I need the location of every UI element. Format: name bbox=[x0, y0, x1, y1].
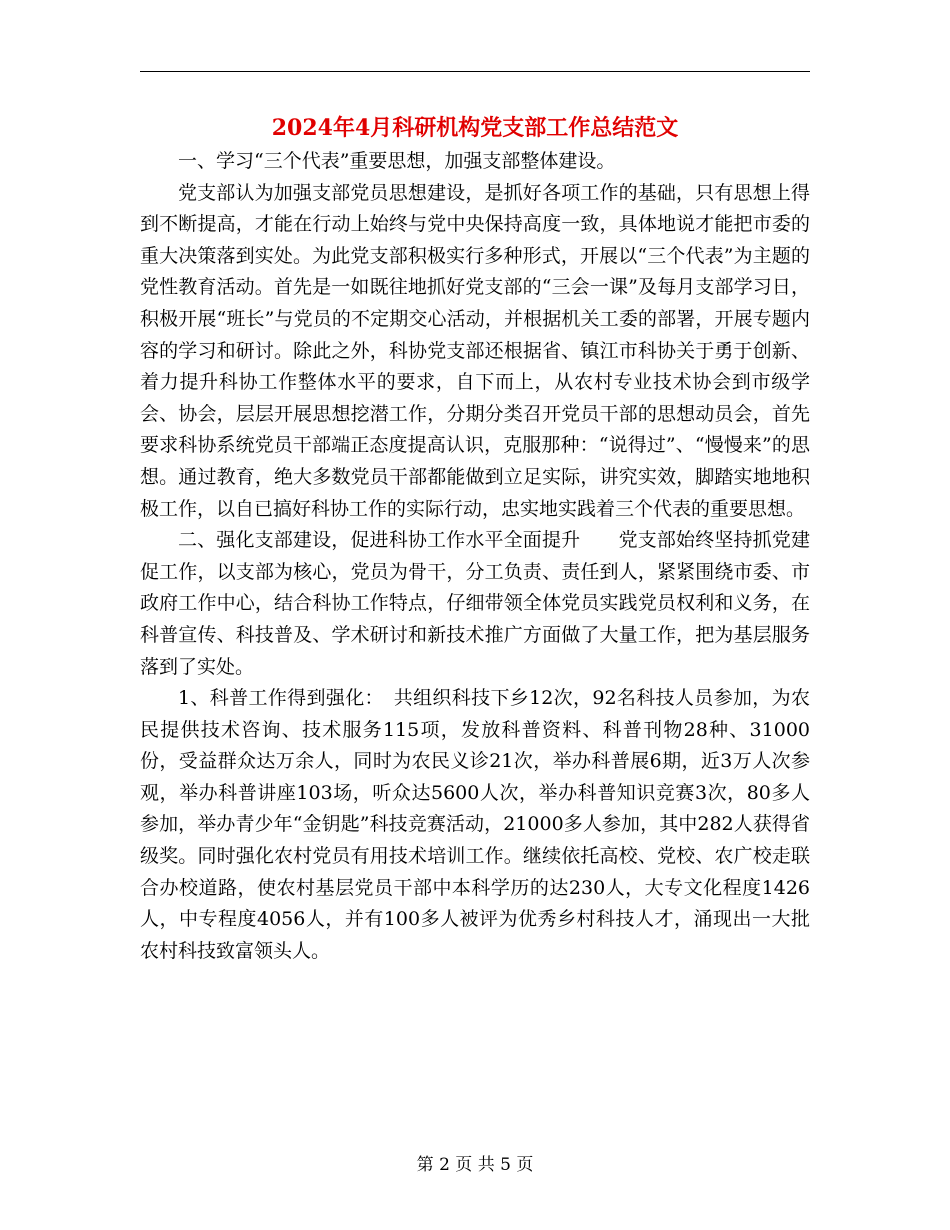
paragraph-section-2: 二、强化支部建设，促进科协工作水平全面提升 党支部始终坚持抓党建促工作，以支部为核心，党员为骨干，分工负责、责任到人，紧紧围绕市委、市政府工作中心，结合科协工作特点，仔细带领全体党员实践党员权利和义务，在科普宣传、科技普及、学术研讨和新技术推广方面做了大量工作，把为基层服务落到了实处。 bbox=[140, 529, 810, 678]
paragraph-section-2-item-1: 1、科普工作得到强化： 共组织科技下乡12次，92名科技人员参加，为农民提供技术咨询、技术服务115项，发放科普资料、科普刊物28种、31000份，受益群众达万余人，同时为农民义诊21次，举办科普展6期，近3万人次参观，举办科普讲座103场，听众达5600人次，举办科普知识竞赛3次，80多人参加，举办青少年“金钥匙”科技竞赛活动，21000多人参加，其中282人获得省级奖。同时强化农村党员有用技术培训工作。继续依托高校、党校、农广校走联合办校道路，使农村基层党员干部中本科学历的达230人，大专文化程度1426人，中专程度4056人，并有100多人被评为优秀乡村科技人才，涌现出一大批农村科技致富领头人。 bbox=[140, 687, 810, 962]
paragraph-section-1-body: 党支部认为加强支部党员思想建设，是抓好各项工作的基础，只有思想上得到不断提高，才能在行动上始终与党中央保持高度一致，具体地说才能把市委的重大决策落到实处。为此党支部积极实行多种形式，开展以“三个代表”为主题的党性教育活动。首先是一如既往地抓好党支部的“三会一课”及每月支部学习日，积极开展“班长”与党员的不定期交心活动，并根据机关工委的部署，开展专题内容的学习和研讨。除此之外，科协党支部还根据省、镇江市科协关于勇于创新、着力提升科协工作整体水平的要求，自下而上，从农村专业技术协会到市级学会、协会，层层开展思想挖潜工作，分期分类召开党员干部的思想动员会，首先要求科协系统党员干部端正态度提高认识，克服那种：“说得过”、“慢慢来”的思想。通过教育，绝大多数党员干部都能做到立足实际，讲究实效，脚踏实地地积极工作，以自已搞好科协工作的实际行动，忠实地实践着三个代表的重要思想。 bbox=[140, 181, 810, 520]
document-body bbox=[140, 146, 810, 967]
document-title: 2024年4月科研机构党支部工作总结范文 bbox=[271, 115, 679, 141]
paragraph-section-1-heading: 一、学习“三个代表”重要思想，加强支部整体建设。 bbox=[178, 150, 616, 172]
header-rule bbox=[140, 71, 810, 72]
page-number-footer: 第 2 页 共 5 页 bbox=[416, 1155, 534, 1175]
